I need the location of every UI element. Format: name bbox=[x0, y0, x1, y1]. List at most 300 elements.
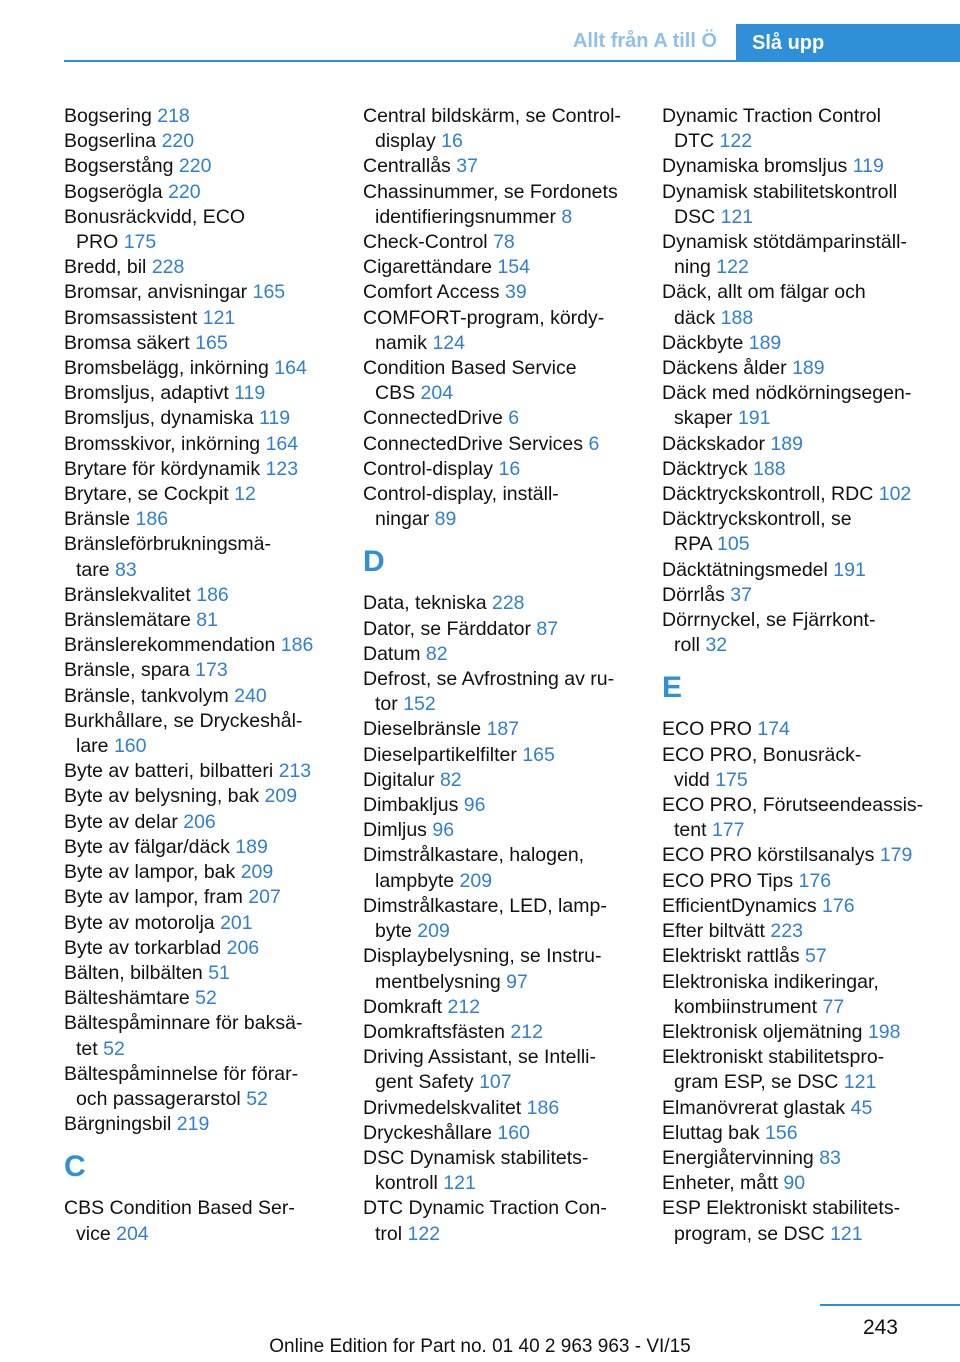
page-reference-link[interactable]: 188 bbox=[720, 306, 754, 329]
index-entry-text: Elektroniska indikeringar, bbox=[662, 970, 879, 993]
page-reference-link[interactable]: 121 bbox=[720, 205, 754, 228]
index-entry-text: program, se DSC bbox=[674, 1222, 825, 1245]
index-entry bbox=[363, 154, 645, 179]
page-reference-link[interactable]: 209 bbox=[240, 861, 274, 884]
index-entry-text: ConnectedDrive bbox=[363, 407, 503, 430]
page-reference-link[interactable]: 164 bbox=[274, 357, 307, 380]
index-entry-text: Control-display bbox=[363, 457, 494, 480]
page-reference-link[interactable]: 240 bbox=[234, 684, 267, 707]
index-entry bbox=[64, 684, 346, 709]
index-entry-text: Dryckeshållare bbox=[363, 1121, 492, 1144]
index-entry-text: gent Safety bbox=[375, 1071, 474, 1094]
page-reference-link[interactable]: 176 bbox=[798, 869, 832, 892]
page-reference-link[interactable]: 209 bbox=[264, 785, 298, 808]
index-entry bbox=[662, 793, 944, 843]
page-reference-link[interactable]: 32 bbox=[705, 634, 728, 657]
index-entry bbox=[363, 717, 645, 742]
page-reference-link[interactable]: 187 bbox=[486, 718, 520, 741]
page-reference-link[interactable]: 89 bbox=[434, 508, 457, 531]
index-entry bbox=[64, 482, 346, 507]
index-entry-text: Bromsljus, dynamiska bbox=[64, 407, 254, 430]
page-reference-link[interactable]: 174 bbox=[757, 718, 790, 741]
page-reference-link[interactable]: 186 bbox=[135, 508, 169, 531]
index-entry-text: Dimstrålkastare, halogen, bbox=[363, 844, 585, 867]
index-entry bbox=[64, 583, 346, 608]
index-entry-text: Dimljus bbox=[363, 819, 427, 842]
index-entry-text: tet bbox=[76, 1037, 98, 1060]
index-entry bbox=[662, 970, 944, 1020]
index-entry-text: Dynamic Traction Control bbox=[662, 105, 881, 127]
page-reference-link[interactable]: 186 bbox=[526, 1096, 560, 1119]
index-entry bbox=[363, 667, 645, 717]
index-entry bbox=[662, 743, 944, 793]
index-entry bbox=[64, 457, 346, 482]
index-entry-text: EfficientDynamics bbox=[662, 894, 817, 917]
page-reference-link[interactable]: 57 bbox=[805, 945, 827, 968]
index-entry-text: Bränsle, spara bbox=[64, 659, 190, 682]
index-entry-text: Check-Control bbox=[363, 231, 488, 254]
page-reference-link[interactable]: 175 bbox=[715, 768, 748, 791]
index-entry-text: Bälteshämtare bbox=[64, 987, 190, 1010]
page-reference-link[interactable]: 213 bbox=[278, 760, 312, 783]
index-entry-text: Eluttag bak bbox=[662, 1121, 760, 1144]
page-reference-link[interactable]: 209 bbox=[417, 920, 450, 943]
index-entry bbox=[363, 1121, 645, 1146]
page-reference-link[interactable]: 122 bbox=[407, 1222, 441, 1245]
page-reference-link[interactable]: 179 bbox=[879, 844, 913, 867]
page-reference-link[interactable]: 52 bbox=[195, 987, 217, 1010]
index-entry-text: Bromsbelägg, inkörning bbox=[64, 357, 269, 380]
page-reference-link[interactable]: 87 bbox=[536, 617, 559, 640]
footer-rule bbox=[820, 1304, 960, 1306]
index-entry-text: Control-display, inställ- bbox=[363, 483, 559, 506]
index-entry bbox=[363, 104, 645, 154]
index-entry bbox=[64, 709, 346, 759]
page-reference-link[interactable]: 160 bbox=[113, 735, 147, 758]
page-reference-link[interactable]: 82 bbox=[439, 768, 462, 791]
index-entry-text: Dörrlås bbox=[662, 583, 725, 606]
index-entry-text: Däckskador bbox=[662, 432, 765, 455]
index-entry-text: Condition Based Service bbox=[363, 357, 577, 380]
index-entry-text: skaper bbox=[674, 407, 733, 430]
page-reference-link[interactable]: 189 bbox=[792, 357, 825, 380]
index-entry-text: Bältespåminnare för baksä- bbox=[64, 1012, 303, 1035]
page-reference-link[interactable]: 78 bbox=[493, 231, 515, 254]
page-reference-link[interactable]: 39 bbox=[504, 281, 527, 304]
index-entry bbox=[363, 944, 645, 994]
index-entry-text: DTC bbox=[674, 130, 715, 153]
page-reference-link[interactable]: 83 bbox=[819, 1146, 841, 1169]
index-entry bbox=[64, 280, 346, 305]
index-letter-heading: D bbox=[363, 545, 385, 579]
index-entry bbox=[662, 843, 944, 868]
page-reference-link[interactable]: 83 bbox=[115, 558, 137, 581]
index-entry-text: Dörrnyckel, se Fjärrkont- bbox=[662, 609, 876, 632]
page-reference-link[interactable]: 121 bbox=[830, 1222, 863, 1245]
index-entry-text: Bränsle bbox=[64, 508, 131, 531]
index-entry-text: Bogsering bbox=[64, 105, 152, 127]
index-entry bbox=[64, 784, 346, 809]
index-entry bbox=[64, 154, 346, 179]
index-entry-text: DSC bbox=[674, 205, 716, 228]
index-entry-text: Dator, se Färddator bbox=[363, 617, 531, 640]
page-reference-link[interactable]: 220 bbox=[178, 155, 212, 178]
page-reference-link[interactable]: 219 bbox=[176, 1113, 210, 1136]
index-entry bbox=[363, 1045, 645, 1095]
page-reference-link[interactable]: 176 bbox=[822, 894, 855, 917]
index-entry bbox=[363, 356, 645, 406]
index-entry-text: Burkhållare, se Dryckeshål- bbox=[64, 709, 303, 732]
index-entry bbox=[662, 356, 944, 381]
index-entry-text: PRO bbox=[76, 231, 119, 254]
index-entry-text: ECO PRO, Förutseendeassis- bbox=[662, 794, 924, 817]
index-entry-text: Bredd, bil bbox=[64, 256, 147, 279]
index-entry-text: Displaybelysning, se Instru- bbox=[363, 945, 602, 968]
page-reference-link[interactable]: 37 bbox=[730, 583, 752, 606]
index-entry bbox=[64, 255, 346, 280]
page-reference-link[interactable]: 175 bbox=[123, 231, 157, 254]
index-entry-text: ningar bbox=[375, 508, 430, 531]
index-entry bbox=[363, 591, 645, 616]
index-entry-text: Brytare för kördynamik bbox=[64, 457, 261, 480]
page-reference-link[interactable]: 52 bbox=[246, 1087, 268, 1110]
page-reference-link[interactable]: 52 bbox=[103, 1037, 125, 1060]
index-entry-text: Bromsa säkert bbox=[64, 331, 190, 354]
index-entry-text: Däck, allt om fälgar och bbox=[662, 281, 866, 304]
page-reference-link[interactable]: 207 bbox=[248, 886, 281, 909]
index-entry-text: Byte av batteri, bilbatteri bbox=[64, 760, 274, 783]
page-reference-link[interactable]: 45 bbox=[850, 1096, 873, 1119]
page-reference-link[interactable]: 152 bbox=[403, 693, 436, 716]
page-reference-link[interactable]: 6 bbox=[508, 407, 520, 430]
index-entry-text: Dimstrålkastare, LED, lamp- bbox=[363, 894, 607, 917]
index-entry-text: Bränsle, tankvolym bbox=[64, 684, 229, 707]
index-entry bbox=[64, 658, 346, 683]
index-entry-text: Datum bbox=[363, 642, 421, 665]
index-entry bbox=[662, 717, 944, 742]
page-reference-link[interactable]: 223 bbox=[770, 920, 803, 943]
page-reference-link[interactable]: 186 bbox=[196, 583, 229, 606]
index-entry-text: Elektroniskt stabilitetspro- bbox=[662, 1046, 885, 1069]
page-reference-link[interactable]: 119 bbox=[234, 382, 266, 405]
index-entry-text: Elektronisk oljemätning bbox=[662, 1020, 863, 1043]
index-entry bbox=[662, 180, 944, 230]
page-reference-link[interactable]: 177 bbox=[711, 819, 745, 842]
index-entry bbox=[662, 457, 944, 482]
page-reference-link[interactable]: 154 bbox=[497, 256, 530, 279]
page-reference-link[interactable]: 122 bbox=[716, 256, 749, 279]
index-entry-text: lampbyte bbox=[375, 869, 455, 892]
page-reference-link[interactable]: 16 bbox=[498, 457, 521, 480]
page-reference-link[interactable]: 228 bbox=[151, 256, 185, 279]
index-entry-text: Bogserstång bbox=[64, 155, 174, 178]
page-reference-link[interactable]: 6 bbox=[588, 432, 600, 455]
lookup-tab[interactable]: Slå upp bbox=[736, 24, 960, 62]
index-entry-text: display bbox=[375, 130, 436, 153]
page-reference-link[interactable]: 191 bbox=[737, 407, 771, 430]
index-entry-text: gram ESP, se DSC bbox=[674, 1071, 839, 1094]
index-entry bbox=[64, 810, 346, 835]
index-entry-text: Däck med nödkörningsegen- bbox=[662, 382, 912, 405]
page-reference-link[interactable]: 220 bbox=[168, 180, 201, 203]
index-entry bbox=[363, 1196, 645, 1246]
index-entry bbox=[64, 180, 346, 205]
index-entry-text: Drivmedelskvalitet bbox=[363, 1096, 522, 1119]
page-number: 243 bbox=[862, 1316, 898, 1339]
page-reference-link[interactable]: 160 bbox=[497, 1121, 530, 1144]
page-reference-link[interactable]: 204 bbox=[420, 382, 454, 405]
index-entry-text: kombiinstrument bbox=[674, 995, 818, 1018]
index-entry-text: Dieselpartikelfilter bbox=[363, 743, 517, 766]
index-entry-text: Chassinummer, se Fordonets bbox=[363, 180, 618, 203]
index-entry-text: Bränsleförbrukningsmä- bbox=[64, 533, 272, 556]
index-entry bbox=[662, 558, 944, 583]
index-entry bbox=[363, 1020, 645, 1045]
section-title: Allt från A till Ö bbox=[572, 30, 718, 52]
page-reference-link[interactable]: 119 bbox=[259, 407, 291, 430]
page-reference-link[interactable]: 97 bbox=[506, 970, 528, 993]
index-entry-text: Centrallås bbox=[363, 155, 451, 178]
page-reference-link[interactable]: 228 bbox=[491, 592, 525, 615]
page-reference-link[interactable]: 206 bbox=[226, 936, 260, 959]
index-entry-text: Byte av delar bbox=[64, 810, 178, 833]
index-entry-text: Byte av torkarblad bbox=[64, 936, 222, 959]
index-entry-text: RPA bbox=[674, 533, 712, 556]
page-reference-link[interactable]: 201 bbox=[220, 911, 253, 934]
page-reference-link[interactable]: 122 bbox=[719, 130, 753, 153]
page-reference-link[interactable]: 173 bbox=[195, 659, 228, 682]
page-reference-link[interactable]: 209 bbox=[459, 869, 493, 892]
index-entry bbox=[662, 230, 944, 280]
index-entry-text: Dieselbränsle bbox=[363, 718, 482, 741]
index-entry bbox=[363, 432, 645, 457]
page-reference-link[interactable]: 37 bbox=[456, 155, 478, 178]
index-entry bbox=[363, 642, 645, 667]
page-reference-link[interactable]: 96 bbox=[463, 794, 486, 817]
index-entry bbox=[662, 154, 944, 179]
page-reference-link[interactable]: 107 bbox=[479, 1071, 512, 1094]
index-entry-text: vidd bbox=[674, 768, 710, 791]
page-reference-link[interactable]: 186 bbox=[280, 634, 314, 657]
page-reference-link[interactable]: 165 bbox=[252, 281, 286, 304]
index-entry-text: Domkraft bbox=[363, 995, 443, 1018]
index-entry bbox=[363, 1146, 645, 1196]
index-entry-text: Bränslerekommendation bbox=[64, 634, 276, 657]
index-entry-text: Cigarettändare bbox=[363, 256, 492, 279]
index-entry-text: Domkraftsfästen bbox=[363, 1020, 505, 1043]
page-reference-link[interactable]: 165 bbox=[195, 331, 228, 354]
page-reference-link[interactable]: 119 bbox=[852, 155, 884, 178]
page-reference-link[interactable]: 218 bbox=[157, 105, 190, 127]
page-reference-link[interactable]: 81 bbox=[196, 609, 218, 632]
page-reference-link[interactable]: 191 bbox=[833, 558, 866, 581]
index-entry-text: Dynamiska bromsljus bbox=[662, 155, 848, 178]
page-reference-link[interactable]: 212 bbox=[447, 995, 481, 1018]
page-reference-link[interactable]: 77 bbox=[822, 995, 845, 1018]
index-entry bbox=[64, 331, 346, 356]
index-entry-text: Bärgningsbil bbox=[64, 1113, 172, 1136]
index-entry bbox=[64, 633, 346, 658]
index-entry bbox=[662, 331, 944, 356]
index-entry-text: ning bbox=[674, 256, 711, 279]
index-entry bbox=[662, 507, 944, 557]
index-entry-text: ECO PRO körstilsanalys bbox=[662, 844, 875, 867]
index-entry bbox=[64, 381, 346, 406]
index-entry-text: tare bbox=[76, 558, 110, 581]
index-entry bbox=[64, 911, 346, 936]
page-reference-link[interactable]: 123 bbox=[265, 457, 299, 480]
index-entry-text: Comfort Access bbox=[363, 281, 500, 304]
index-entry bbox=[363, 406, 645, 431]
index-entry-text: COMFORT-program, kördy- bbox=[363, 306, 605, 329]
index-entry-text: vice bbox=[76, 1222, 111, 1245]
index-entry bbox=[64, 1062, 346, 1112]
index-entry bbox=[662, 869, 944, 894]
index-entry bbox=[64, 1011, 346, 1061]
index-entry bbox=[363, 306, 645, 356]
index-entry-text: Elektriskt rattlås bbox=[662, 945, 800, 968]
index-entry-text: CBS Condition Based Ser- bbox=[64, 1197, 295, 1220]
index-entry bbox=[363, 843, 645, 893]
index-entry bbox=[64, 306, 346, 331]
index-entry bbox=[662, 1121, 944, 1146]
index-entry bbox=[662, 1196, 944, 1246]
page-reference-link[interactable]: 82 bbox=[425, 642, 448, 665]
index-entry bbox=[64, 432, 346, 457]
page-reference-link[interactable]: 204 bbox=[116, 1222, 149, 1245]
page-reference-link[interactable]: 189 bbox=[235, 835, 268, 858]
page-reference-link[interactable]: 90 bbox=[783, 1172, 806, 1195]
index-entry bbox=[662, 381, 944, 431]
page-reference-link[interactable]: 156 bbox=[765, 1121, 798, 1144]
page-reference-link[interactable]: 105 bbox=[717, 533, 750, 556]
index-entry bbox=[662, 944, 944, 969]
page-reference-link[interactable]: 16 bbox=[441, 130, 463, 153]
index-entry-text: Däcktryck bbox=[662, 457, 748, 480]
index-entry-text: byte bbox=[375, 920, 412, 943]
page-reference-link[interactable]: 121 bbox=[843, 1071, 877, 1094]
page-reference-link[interactable]: 189 bbox=[748, 331, 782, 354]
index-entry bbox=[662, 1020, 944, 1045]
index-entry bbox=[363, 793, 645, 818]
index-column-1 bbox=[64, 104, 346, 1247]
page-header bbox=[0, 0, 960, 62]
index-entry bbox=[363, 255, 645, 280]
page-reference-link[interactable]: 206 bbox=[183, 810, 216, 833]
index-entry-text: Byte av lampor, bak bbox=[64, 861, 236, 884]
index-entry-text: ESP Elektroniskt stabilitets- bbox=[662, 1197, 901, 1220]
page-reference-link[interactable]: 220 bbox=[161, 130, 195, 153]
index-entry-text: Enheter, mått bbox=[662, 1172, 778, 1195]
index-entry-text: ECO PRO bbox=[662, 718, 752, 741]
page-reference-link[interactable]: 121 bbox=[443, 1172, 476, 1195]
page-reference-link[interactable]: 8 bbox=[561, 205, 573, 228]
index-entry-text: Bälten, bilbälten bbox=[64, 961, 203, 984]
index-entry bbox=[64, 129, 346, 154]
index-entry-text: Bonusräckvidd, ECO bbox=[64, 205, 245, 228]
index-entry-text: CBS bbox=[375, 382, 416, 405]
index-entry bbox=[64, 835, 346, 860]
index-entry bbox=[662, 1045, 944, 1095]
page-reference-link[interactable]: 164 bbox=[265, 432, 299, 455]
index-letter-heading: E bbox=[662, 671, 683, 705]
index-entry-text: Däcktätningsmedel bbox=[662, 558, 828, 581]
index-entry-text: ECO PRO, Bonusräck- bbox=[662, 743, 862, 766]
index-entry bbox=[64, 104, 346, 129]
index-entry-text: Byte av fälgar/däck bbox=[64, 835, 230, 858]
index-entry bbox=[64, 1196, 346, 1246]
index-entry-text: Bränslekvalitet bbox=[64, 583, 191, 606]
index-entry bbox=[662, 432, 944, 457]
index-entry bbox=[64, 961, 346, 986]
index-entry bbox=[363, 280, 645, 305]
index-entry-text: Defrost, se Avfrostning av ru- bbox=[363, 668, 615, 691]
index-entry bbox=[662, 1171, 944, 1196]
page-reference-link[interactable]: 124 bbox=[432, 331, 465, 354]
index-entry bbox=[64, 860, 346, 885]
index-entry bbox=[64, 406, 346, 431]
index-entry-text: ConnectedDrive Services bbox=[363, 432, 584, 455]
index-entry bbox=[64, 986, 346, 1011]
index-letter-heading: C bbox=[64, 1150, 86, 1184]
page-reference-link[interactable]: 102 bbox=[878, 483, 912, 506]
index-entry-text: tor bbox=[375, 693, 398, 716]
index-entry bbox=[363, 617, 645, 642]
index-entry bbox=[662, 583, 944, 608]
index-entry bbox=[662, 104, 944, 154]
header-rule bbox=[64, 60, 960, 62]
index-entry-text: tent bbox=[674, 819, 707, 842]
index-entry-text: Byte av belysning, bak bbox=[64, 785, 260, 808]
index-entry bbox=[363, 768, 645, 793]
index-entry bbox=[64, 532, 346, 582]
index-entry bbox=[64, 936, 346, 961]
index-entry-text: Energiåtervinning bbox=[662, 1146, 814, 1169]
index-entry-text: Bromsassistent bbox=[64, 306, 198, 329]
index-entry bbox=[64, 205, 346, 255]
index-entry-text: roll bbox=[674, 634, 701, 657]
index-entry bbox=[363, 894, 645, 944]
index-column-3 bbox=[662, 104, 944, 1247]
page-reference-link[interactable]: 51 bbox=[208, 961, 230, 984]
page-reference-link[interactable]: 212 bbox=[510, 1020, 543, 1043]
index-entry-text: Bältespåminnelse för förar- bbox=[64, 1062, 299, 1085]
index-entry-text: mentbelysning bbox=[375, 970, 501, 993]
page-reference-link[interactable]: 189 bbox=[770, 432, 803, 455]
index-entry bbox=[662, 1146, 944, 1171]
page-reference-link[interactable]: 165 bbox=[522, 743, 555, 766]
index-entry-text: Däcktryckskontroll, se bbox=[662, 508, 852, 531]
page-reference-link[interactable]: 121 bbox=[202, 306, 236, 329]
page-reference-link[interactable]: 96 bbox=[432, 819, 455, 842]
page-reference-link[interactable]: 198 bbox=[867, 1020, 901, 1043]
index-entry-text: Däcktryckskontroll, RDC bbox=[662, 483, 874, 506]
page-reference-link[interactable]: 12 bbox=[234, 483, 256, 506]
index-entry bbox=[363, 180, 645, 230]
index-entry-text: Däckens ålder bbox=[662, 357, 787, 380]
index-entry-text: ECO PRO Tips bbox=[662, 869, 794, 892]
page-reference-link[interactable]: 188 bbox=[753, 457, 786, 480]
index-entry bbox=[64, 885, 346, 910]
index-entry-text: däck bbox=[674, 306, 716, 329]
index-entry-text: Brytare, se Cockpit bbox=[64, 483, 229, 506]
index-entry bbox=[363, 482, 645, 532]
index-entry-text: Dynamisk stabilitetskontroll bbox=[662, 180, 898, 203]
index-entry-text: identifieringsnummer bbox=[375, 205, 556, 228]
index-entry bbox=[64, 759, 346, 784]
index-entry-text: Bogserlina bbox=[64, 130, 157, 153]
index-entry bbox=[363, 457, 645, 482]
